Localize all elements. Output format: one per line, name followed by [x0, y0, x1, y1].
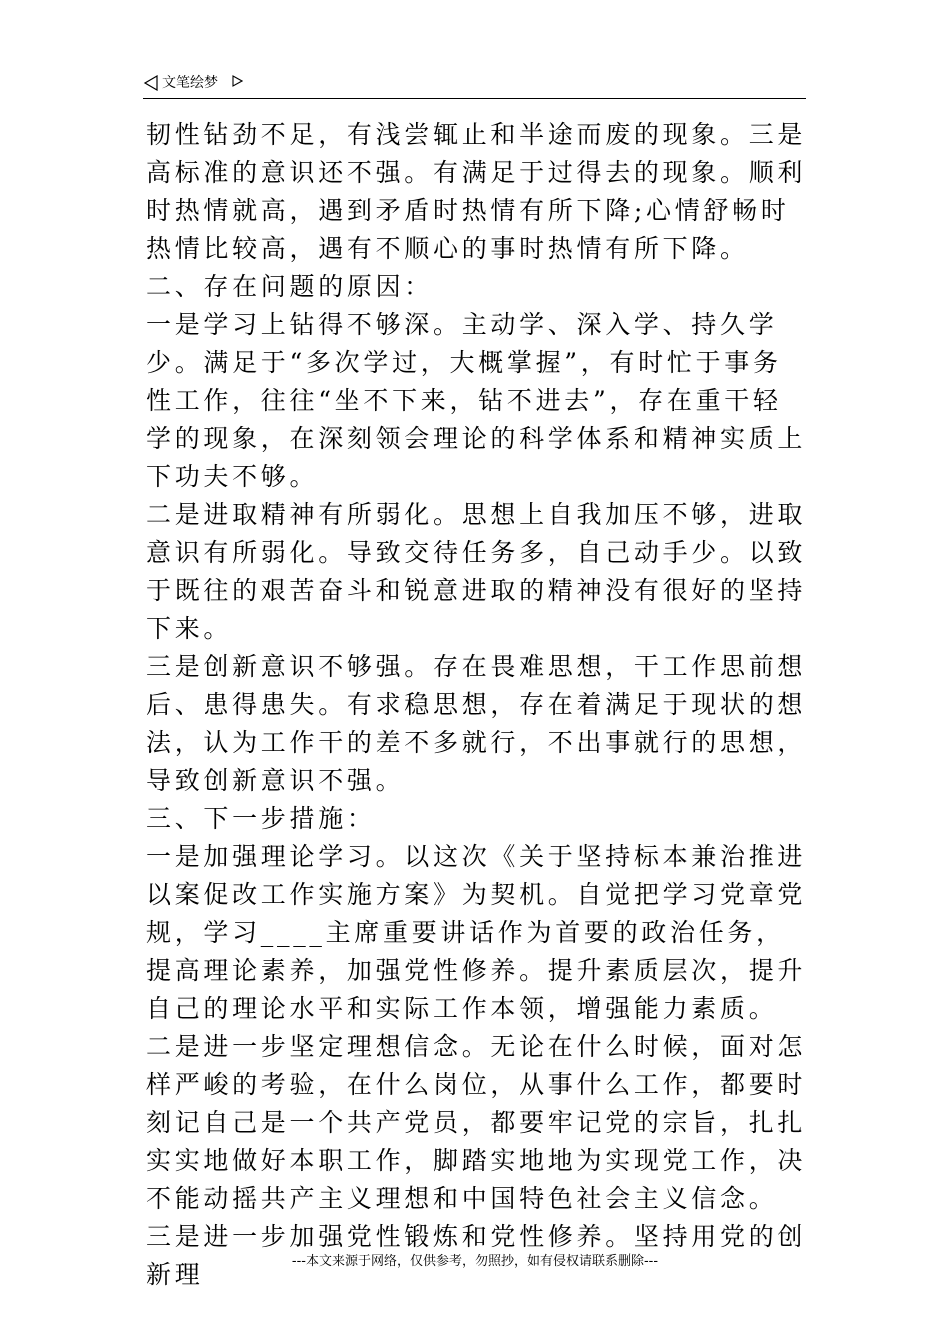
header-title: 文笔绘梦 — [162, 75, 218, 91]
document-body — [146, 116, 810, 1294]
page-footer: ---本文来源于网络，仅供参考，勿照抄，如有侵权请联系删除--- — [291, 1254, 659, 1269]
paragraph: 二是进一步坚定理想信念。无论在什么时候，面对怎样严峻的考验，在什么岗位，从事什么工作，都要时刻记自己是一个共产党员，都要牢记党的宗旨，扎扎实实地做好本职工作，脚踏实地地为实现党工作，决不能动摇共产主义理想和中国特色社会主义信念。 — [146, 1032, 807, 1213]
paragraph: 二是进取精神有所弱化。思想上自我加压不够，进取意识有所弱化。导致交待任务多，自己动手少。以致于既往的艰苦奋斗和锐意进取的精神没有很好的坚持下来。 — [146, 500, 807, 643]
page-header — [143, 70, 806, 99]
paragraph: 三是创新意识不够强。存在畏难思想，干工作思前想后、患得患失。有求稳思想，存在着满足于现状的想法，认为工作干的差不多就行，不出事就行的思想，导致创新意识不强。 — [146, 652, 807, 795]
section-heading: 二、存在问题的原因： — [146, 272, 434, 301]
paragraph: 三是进一步加强党性锻炼和党性修养。坚持用党的创新理 — [146, 1222, 807, 1289]
triangle-left-icon — [143, 75, 159, 91]
paragraph: 韧性钻劲不足，有浅尝辄止和半途而废的现象。三是高标准的意识还不强。有满足于过得去的现象。顺利时热情就高，遇到矛盾时热情有所下降;心情舒畅时热情比较高，遇有不顺心的事时热情有所下降。 — [146, 120, 807, 263]
paragraph: 一是加强理论学习。以这次《关于坚持标本兼治推进以案促改工作实施方案》为契机。自觉把学习党章党规，学习____主席重要讲话作为首要的政治任务，提高理论素养，加强党性修养。提升素质层次，提升自己的理论水平和实际工作本领，增强能力素质。 — [146, 842, 807, 1023]
paragraph: 一是学习上钻得不够深。主动学、深入学、持久学少。满足于“多次学过，大概掌握”，有时忙于事务性工作，往往“坐不下来，钻不进去”，存在重干轻学的现象，在深刻领会理论的科学体系和精神实质上下功夫不够。 — [146, 310, 807, 491]
section-heading: 三、下一步措施： — [146, 804, 376, 833]
triangle-right-icon — [231, 75, 243, 87]
